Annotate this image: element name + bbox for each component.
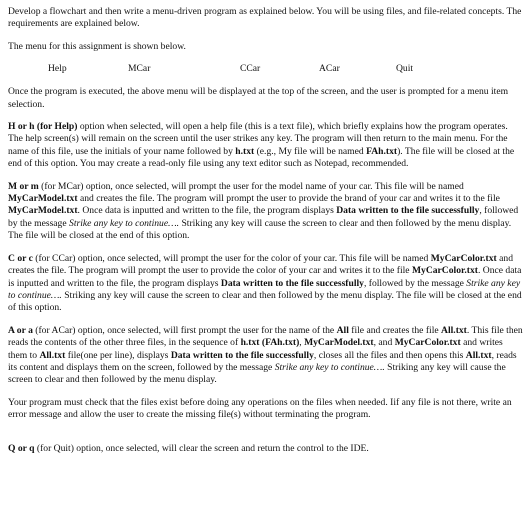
menu-row (8, 63, 524, 75)
acar-strike: Strike any key to continue…. (274, 361, 385, 373)
acar-allfile-2: All.txt (39, 349, 66, 361)
acar-key: A or a (8, 324, 33, 336)
help-text-3: ). The file will be closed at the end of this option. You may create a read-only file using any text editor such as Notepad, recommended. (8, 145, 515, 170)
acar-text-8: , closes all the files and then opens this (313, 349, 466, 361)
acar-msg: Data written to the file successfully (170, 349, 314, 361)
acar-text-6: and writes them to (8, 337, 503, 361)
ccar-paragraph (8, 253, 524, 315)
spacer (8, 432, 524, 443)
menu-item-mcar: MCar (128, 63, 151, 75)
menu-intro: The menu for this assignment is shown below. (8, 40, 186, 52)
ccar-file-2: MyCarColor.txt (411, 265, 478, 277)
acar-paragraph (8, 325, 524, 387)
ccar-text-4: , followed by the message (363, 277, 467, 289)
mcar-msg: Data written to the file successfully (336, 205, 480, 217)
ccar-text-1: (for CCar) option, once selected, will prompt the user for the color of your car. This file will be named (32, 252, 431, 264)
menu-item-help: Help (48, 63, 67, 75)
help-text-1: option when selected, will open a help file (this is a text file), which briefly explains how the program operates. The help screen(s) will remain on the screen until the user strikes any key. The program will then return to the main menu. For the name of this file, use the initials of your name followed by (8, 121, 508, 157)
acar-allfile: All.txt (441, 324, 467, 336)
ccar-strike: Strike any key to continue…. (8, 277, 521, 301)
intro-paragraph (8, 6, 524, 31)
acar-text-2: file and creates the file (348, 324, 442, 336)
acar-text-9: , reads its content and displays them on the screen, followed by the message (8, 349, 517, 373)
mcar-text-3: . Once data is inputted and written to the file, the program displays (77, 205, 337, 217)
quit-paragraph (8, 443, 524, 455)
acar-text-3: . This file then reads the contents of the other three files, in the sequence of (8, 324, 523, 349)
acar-allfile-3: All.txt (465, 349, 492, 361)
quit-text-1: (for Quit) option, once selected, will clear the screen and return the control to the IDE. (34, 442, 369, 454)
acar-hfile: h.txt (FAh.txt) (240, 337, 300, 349)
check-paragraph: Your program must check that the files exist before doing any operations on the files when needed. Iif any file is not there, write an error message and allow the user to create the missing file(s) without terminating the program. (8, 396, 512, 421)
help-key: H or h (for Help) (8, 121, 78, 133)
menu-item-acar: ACar (319, 63, 340, 75)
ccar-key: C or c (8, 252, 33, 264)
acar-text-7: file(one per line), displays (65, 349, 171, 361)
help-paragraph (8, 121, 524, 171)
mcar-file-2: MyCarModel.txt (8, 205, 78, 217)
acar-color: MyCarColor.txt (394, 337, 461, 349)
document-page (8, 6, 524, 465)
mcar-text-4: , followed by the message (8, 205, 519, 229)
ccar-text-3: . Once data is inputted and written to the file, the program displays (8, 265, 522, 289)
acar-text-4: , (299, 337, 305, 349)
acar-all: All (336, 324, 349, 336)
menu-item-ccar: CCar (240, 63, 261, 75)
after-menu-paragraph: Once the program is executed, the above menu will be displayed at the top of the screen, and the user is prompted for a menu item selection. (8, 86, 509, 110)
mcar-file: MyCarModel.txt (8, 193, 78, 205)
mcar-text-2: and creates the file. The program will prompt the user to provide the brand of your car and writes it to the file (77, 193, 500, 205)
acar-model: MyCarModel.txt (304, 337, 374, 349)
mcar-paragraph (8, 181, 524, 243)
intro-text: Develop a flowchart and then write a menu-driven program as explained below. You will be using files, and file-related concepts. The requirements are explained below. (8, 6, 522, 30)
mcar-text-5: Striking any key will cause the screen to clear and then followed by the menu display. The file will be closed at the end of this option. (8, 217, 512, 242)
quit-key: Q or q (8, 442, 35, 454)
ccar-msg: Data written to the file successfully (220, 277, 364, 289)
help-ext: h.txt (235, 145, 255, 157)
ccar-text-5: Striking any key will cause the screen to clear and then followed by the menu display. The file will be closed at the end of this option. (8, 289, 522, 314)
acar-text-1: (for ACar) option, once selected, will first prompt the user for the name of the (32, 324, 337, 336)
menu-item-quit: Quit (396, 63, 414, 75)
mcar-text-1: (for MCar) option, once selected, will prompt the user for the model name of your car. This file will be named (38, 180, 464, 192)
ccar-text-2: and creates the file. The program will prompt the user to provide the color of your car and writes it to the file (8, 252, 513, 277)
acar-text-10: Striking any key will cause the screen to clear and then followed by the menu display. (8, 361, 506, 386)
acar-text-5: , and (373, 337, 395, 349)
help-text-2: (e.g., My file will be named (254, 145, 367, 157)
mcar-strike: Strike any key to continue…. (69, 217, 180, 229)
ccar-file: MyCarColor.txt (430, 252, 497, 264)
mcar-key: M or m (8, 180, 39, 192)
help-example: FAh.txt (366, 145, 398, 157)
